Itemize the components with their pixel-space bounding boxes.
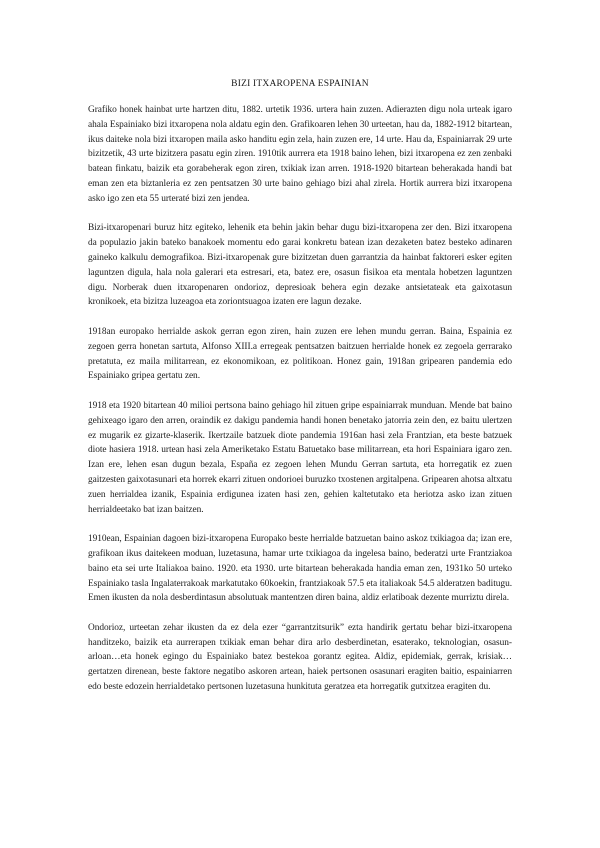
paragraph-4: 1918 eta 1920 bitartean 40 milioi pertsona baino gehiago hil zituen gripe espainiarrak munduan. Mende bat baino gehixeago igaro den arren, oraindik ez dakigu pandemia handi honen benetako jatorria zein den, ez baitu ulertzen ez mugarik ez gizarte-klaserik. Ikertzaile batzuek diote pandemia 1916an hasi zela Frantzian, eta beste batzuek diote hasiera 1918. urtean hasi zela Ameriketako Estatu Batuetako base militarrean, eta hori Espainiara igaro zen. Izan ere, lehen esan dugun bezala, España ez zegoen lehen Mundu Gerran sartuta, eta horregatik ez zuen gaitzesten gaixotasunari eta horrek ekarri zituen ondorioei buruzko txostenen argitalpena. Gripearen ahotsa altxatu zuen herrialdea izanik, Espainia erdigunea izaten hasi zen, gehien kaltetutako eta heriotza asko izan zituen herrialdeetako bat izan baitzen. — [88, 400, 512, 515]
paragraph-2: Bizi-itxaropenari buruz hitz egiteko, lehenik eta behin jakin behar dugu bizi-itxaropena zer den. Bizi itxaropena da populazio jakin bateko banakoek momentu edo garai konkretu batean izan dezaketen batez besteko adinaren gaineko kalkulu demografikoa. Bizi-itxaropenak gure bizitzetan duen garrantzia da hainbat faktoreri esker egiten laguntzen digula, hala nola galerari eta estresari, eta, batez ere, osasun fisikoa eta mentala hobetzen laguntzen digu. Norberak duen itxaropenaren ondorioz, depresioak behera egin dezake antsietateak eta gaixotasun kronikoek, eta bizitza luzeagoa eta zoriontsuagoa izaten ere lagun dezake. — [88, 223, 512, 308]
document-body — [88, 103, 512, 710]
paragraph-6: Ondorioz, urteetan zehar ikusten da ez dela ezer “garrantzitsurik” ezta handirik gertatu behar bizi-itxaropena handitzeko, baizik eta aurrerapen txikiak eman behar dira arlo desberdinetan, esaterako, teknologian, osasun-arloan…eta honek egingo du Espainiako batez bestekoa gorantz egitea. Aldiz, epidemiak, gerrak, krisiak… gertatzen direnean, beste faktore negatibo askoren artean, haiek pertsonen osasunari eragiten baitio, espainiarren edo beste edozein herrialdetako pertsonen luzetasuna hunkituta geratzea eta horregatik gutxitzea eragiten du. — [88, 622, 512, 693]
paragraph-3: 1918an europako herrialde askok gerran egon ziren, hain zuzen ere lehen mundu gerran. Baina, Espainia ez zegoen gerra honetan sartuta, Alfonso XIII.a erregeak pentsatzen baitzuen herrialde honek ez zegoela gerrarako pretatuta, ez maila militarrean, ez ekonomikoan, ez politikoan. Honez gain, 1918an gripearen pandemia edo Espainiako gripea gertatu zen. — [88, 326, 512, 382]
paragraph-1: Grafiko honek hainbat urte hartzen ditu, 1882. urtetik 1936. urtera hain zuzen. Adierazten digu nola urteak igaro ahala Espainiako bizi itxaropena nola aldatu egin den. Grafikoaren lehen 30 urteetan, hau da, 1882-1912 bitartean, ikus daiteke nola bizi itxaropen maila asko handitu egin zela, hain zuzen ere, 14 urte. Hau da, Espainiarrak 29 urte bizitzetik, 43 urte bizitzera pasatu egin ziren. 1910tik aurrera eta 1918 baino lehen, bizi itxaropena ez zen zenbaki batean finkatu, baizik eta gorabeherak egon ziren, txikiak izan arren. 1918-1920 bitartean beherakada handi bat eman zen eta biztanleria ez zen pentsatzen 30 urte baino gehiago bizi ahal zirela. Hortik aurrera bizi itxaropena asko igo zen eta 55 urteraté bizi zen jendea. — [88, 105, 512, 204]
paragraph-5: 1910ean, Espainian dagoen bizi-itxaropena Europako beste herrialde batzuetan baino askoz txikiagoa da; izan ere, grafikoan ikus daitekeen moduan, luzetasuna, hamar urte txikiagoa da ingelesa baino, bederatzi urte Frantziakoa baino eta sei urte Italiakoa baino. 1920. eta 1930. urte bitartean beherakada handia eman zen, 1931ko 50 urteko Espainiako tasla Ingalaterrakoak markatutako 60koekin, frantziakoak 57.5 eta italiakoak 54.5 alderatzen baditugu. Emen ikusten da nola desberdintasun absolutuak mantentzen diren baina, aldiz erlatiboak dezente murriztu direla. — [88, 534, 512, 604]
document-title: BIZI ITXAROPENA ESPAINIAN — [231, 79, 369, 89]
